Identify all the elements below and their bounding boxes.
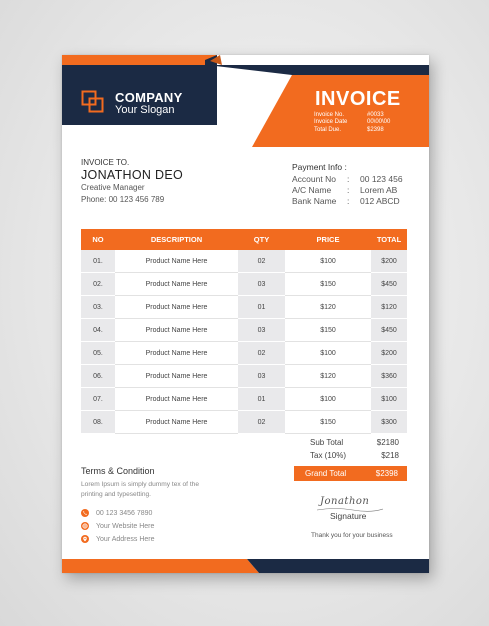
meta-label: Invoice No. — [314, 112, 345, 118]
tax-label: Tax (10%) — [310, 451, 347, 460]
cell-no: 05. — [81, 342, 115, 365]
meta-value: #0033 — [367, 112, 384, 118]
meta-label: Invoice Date — [314, 119, 348, 125]
cell-price: $120 — [285, 365, 371, 388]
footer-navy-stripe — [247, 559, 429, 573]
payment-label: Account No — [292, 174, 336, 184]
invoice-sheet — [62, 55, 429, 573]
table-row — [81, 388, 407, 411]
table-header-row — [81, 229, 407, 250]
cell-no: 07. — [81, 388, 115, 411]
cell-price: $150 — [285, 273, 371, 296]
cell-no: 06. — [81, 365, 115, 388]
payment-colon: : — [347, 174, 350, 184]
cell-no: 08. — [81, 411, 115, 434]
cell-price: $100 — [285, 388, 371, 411]
table-row — [81, 365, 407, 388]
payment-colon: : — [347, 185, 350, 195]
payment-label: Bank Name — [292, 196, 337, 206]
table-row — [81, 250, 407, 273]
cell-price: $150 — [285, 319, 371, 342]
tax-value: $218 — [381, 451, 399, 460]
cell-price: $150 — [285, 411, 371, 434]
thank-you-note: Thank you for your business — [311, 532, 393, 539]
cell-total: $120 — [371, 296, 407, 319]
cell-price: $100 — [285, 342, 371, 365]
signature-label: Signature — [330, 511, 367, 521]
header-no: NO — [81, 229, 115, 250]
grand-total-bar — [294, 466, 407, 481]
cell-total: $300 — [371, 411, 407, 434]
cell-description: Product Name Here — [115, 319, 238, 342]
cell-qty: 03 — [238, 319, 285, 342]
contact-address-text: Your Address Here — [96, 536, 155, 543]
location-pin-icon — [81, 535, 89, 543]
cell-total: $450 — [371, 273, 407, 296]
cell-qty: 02 — [238, 411, 285, 434]
header-orange-panel — [252, 75, 429, 147]
payment-value: 012 ABCD — [360, 196, 400, 206]
cell-price: $100 — [285, 250, 371, 273]
table-row — [81, 411, 407, 434]
cell-qty: 02 — [238, 342, 285, 365]
meta-value: $2398 — [367, 127, 384, 133]
meta-label: Total Due. — [314, 127, 342, 133]
globe-icon — [81, 522, 89, 530]
cell-description: Product Name Here — [115, 365, 238, 388]
company-name: COMPANY — [115, 90, 183, 105]
header-total: TOTAL — [371, 229, 407, 250]
payment-value: Lorem AB — [360, 185, 398, 195]
cell-description: Product Name Here — [115, 273, 238, 296]
grand-total-value: $2398 — [375, 469, 398, 478]
cell-total: $200 — [371, 342, 407, 365]
payment-value: 00 123 456 — [360, 174, 403, 184]
contact-phone-text: 00 123 3456 7890 — [96, 510, 153, 517]
cell-no: 04. — [81, 319, 115, 342]
table-row — [81, 273, 407, 296]
cell-total: $450 — [371, 319, 407, 342]
terms-body: Lorem Ipsum is simply dummy tex of the printing and typesetting. — [81, 481, 199, 498]
cell-no: 02. — [81, 273, 115, 296]
meta-value: 00\00\00 — [367, 119, 391, 125]
header-orange-stripe — [62, 55, 217, 65]
subtotal-value: $2180 — [376, 438, 399, 447]
header-qty: QTY — [238, 229, 285, 250]
payment-label: A/C Name — [292, 185, 332, 195]
table-row — [81, 296, 407, 319]
client-phone: Phone: 00 123 456 789 — [81, 195, 165, 204]
footer-orange-stripe — [62, 559, 259, 573]
subtotal-label: Sub Total — [310, 438, 344, 447]
client-role: Creative Manager — [81, 183, 145, 192]
items-table — [81, 229, 407, 434]
cell-description: Product Name Here — [115, 411, 238, 434]
cell-qty: 03 — [238, 273, 285, 296]
phone-icon — [81, 509, 89, 517]
invoice-to-label: INVOICE TO. — [81, 158, 130, 167]
cell-description: Product Name Here — [115, 342, 238, 365]
cell-qty: 01 — [238, 296, 285, 319]
cell-total: $200 — [371, 250, 407, 273]
grand-total-label: Grand Total — [305, 469, 347, 478]
cell-total: $100 — [371, 388, 407, 411]
cell-price: $120 — [285, 296, 371, 319]
cell-description: Product Name Here — [115, 250, 238, 273]
cell-qty: 01 — [238, 388, 285, 411]
cell-qty: 03 — [238, 365, 285, 388]
payment-info-title: Payment Info : — [292, 162, 347, 172]
header-description: DESCRIPTION — [115, 229, 238, 250]
table-row — [81, 319, 407, 342]
cell-description: Product Name Here — [115, 388, 238, 411]
invoice-title: INVOICE — [315, 88, 401, 110]
cell-no: 03. — [81, 296, 115, 319]
overlapping-squares-icon — [81, 90, 105, 114]
table-row — [81, 342, 407, 365]
cell-no: 01. — [81, 250, 115, 273]
header-price: PRICE — [285, 229, 371, 250]
contact-website-text: Your Website Here — [96, 523, 155, 530]
client-name: JONATHON DEO — [81, 168, 183, 182]
cell-total: $360 — [371, 365, 407, 388]
payment-colon: : — [347, 196, 350, 206]
signature-script: Jonathon — [320, 496, 370, 507]
terms-title: Terms & Condition — [81, 466, 155, 476]
cell-qty: 02 — [238, 250, 285, 273]
company-slogan: Your Slogan — [115, 104, 175, 116]
cell-description: Product Name Here — [115, 296, 238, 319]
